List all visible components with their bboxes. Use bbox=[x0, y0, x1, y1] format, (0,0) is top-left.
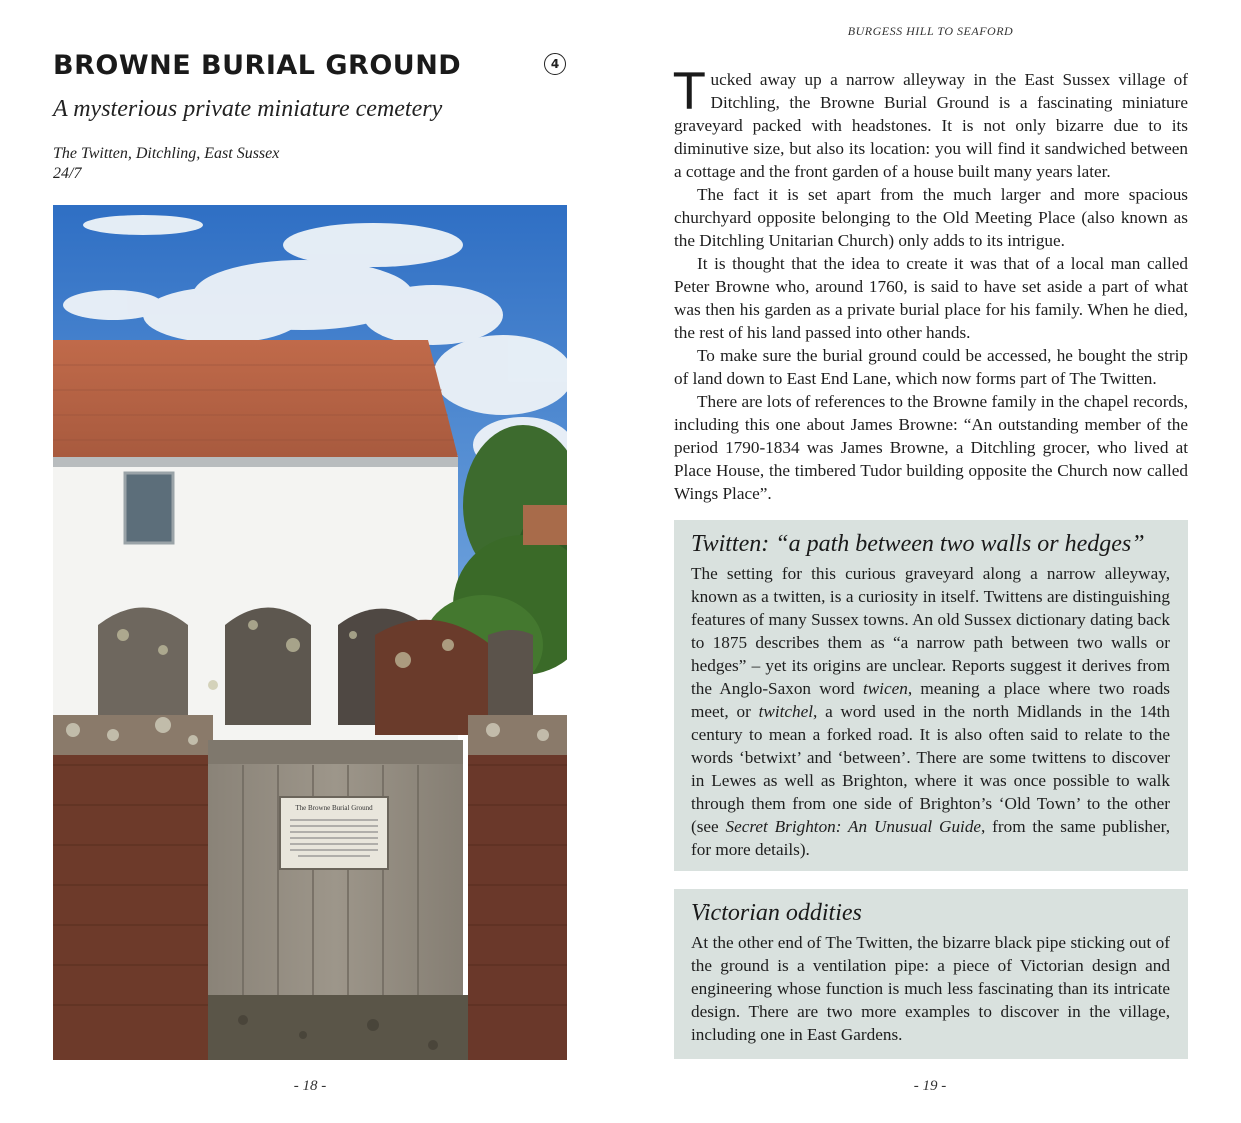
page-subtitle: A mysterious private miniature cemetery bbox=[53, 96, 443, 122]
page-number: - 18 - bbox=[293, 1078, 327, 1094]
box-heading-victorian: Victorian oddities bbox=[691, 900, 862, 926]
box-text-twitten: The setting for this curious graveyard along a narrow alleyway, known as a twitten, is a curiosity in itself. Twittens are distinguishing features of many Sussex towns. An old Sussex dictionary dating back to 1875 describes them as “a narrow path between two walls or hedges” – yet its origins are unclear. Reports suggest it derives from the Anglo-Saxon word twicen, meaning a place where two roads meet, or twitchel, a word used in the north Midlands in the 14th century to mean a forked road. It is also often said to relate to the words ‘betwixt’ and ‘between’. There are some twittens to discover in Lewes as well as Brighton, where it was once possible to walk through them from one side of Brighton’s ‘Old Town’ to the other (see Secret Brighton: An Unusual Guide, from the same publisher, for more details). bbox=[691, 564, 1170, 859]
burial-ground-photo bbox=[53, 205, 567, 1060]
box-text-victorian: At the other end of The Twitten, the bizarre black pipe sticking out of the ground is a ventilation pipe: a piece of Victorian design and engineering whose function is much less fascinating than its intricate design. There are two more examples to discover in the village, including one in East Gardens. bbox=[691, 933, 1170, 1044]
sidebar-box-twitten bbox=[674, 520, 1188, 871]
right-page bbox=[620, 0, 1241, 1123]
paragraph-5: There are lots of references to the Browne family in the chapel records, including this one about James Browne: “An outstanding member of the period 1790-1834 was James Browne, a Ditchling grocer, who lived at Place House, the timbered Tudor building opposite the Church now called Wings Place”. bbox=[674, 392, 1188, 503]
page-number: - 19 - bbox=[913, 1078, 947, 1094]
entry-number-badge: 4 bbox=[544, 53, 566, 75]
left-page bbox=[0, 0, 620, 1123]
sidebar-box-victorian bbox=[674, 889, 1188, 1059]
box-heading-twitten: Twitten: “a path between two walls or hedges” bbox=[691, 531, 1145, 557]
main-article bbox=[674, 63, 1188, 505]
location-info bbox=[53, 144, 279, 184]
opening-hours: 24/7 bbox=[53, 165, 82, 182]
running-head: BURGESS HILL TO SEAFORD bbox=[847, 24, 1014, 38]
paragraph-2: The fact it is set apart from the much larger and more spacious churchyard opposite belonging to the Old Meeting Place (also known as the Ditchling Unitarian Church) only adds to its intrigue. bbox=[674, 185, 1188, 250]
paragraph-4: To make sure the burial ground could be accessed, he bought the strip of land down to East End Lane, which now forms part of The Twitten. bbox=[674, 346, 1188, 388]
paragraph-3: It is thought that the idea to create it was that of a local man called Peter Browne who, around 1760, is said to have set aside a part of what was then his garden as a private burial place for his family. When he died, the rest of his land passed into other hands. bbox=[674, 254, 1188, 342]
paragraph-1: Tucked away up a narrow alleyway in the East Sussex village of Ditchling, the Browne Burial Ground is a fascinating miniature graveyard packed with headstones. It is not only bizarre due to its diminutive size, but also its location: you will find it sandwiched between a cottage and the front garden of a house built many years later. bbox=[674, 63, 1188, 181]
sign-title: The Browne Burial Ground bbox=[295, 804, 373, 812]
page-title: BROWNE BURIAL GROUND bbox=[53, 50, 462, 81]
drop-cap: T bbox=[674, 63, 705, 121]
address: The Twitten, Ditchling, East Sussex bbox=[53, 145, 280, 162]
